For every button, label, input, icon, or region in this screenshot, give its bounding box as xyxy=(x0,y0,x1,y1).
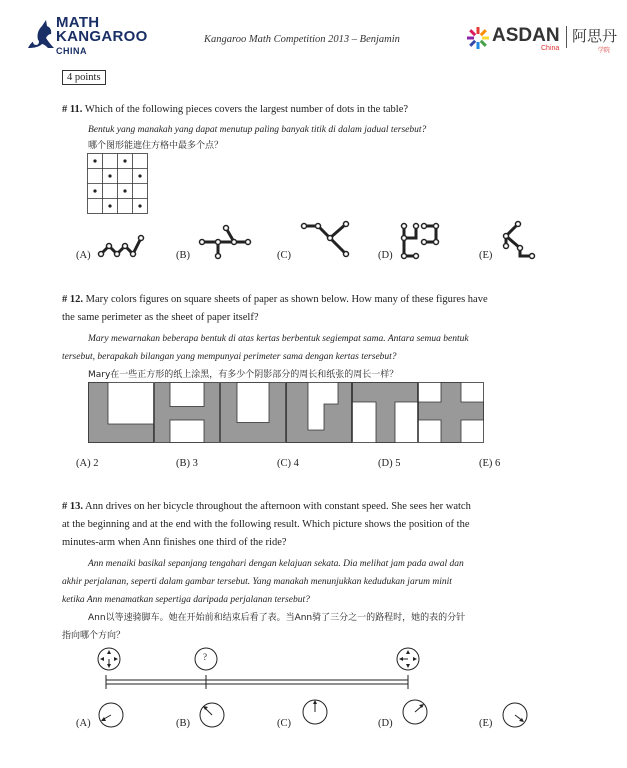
asdan-logo-cn-sub: 学院 xyxy=(598,47,611,54)
q13-prompt: Ann drives on her bicycle throughout the afternoon with constant speed. She sees her watch xyxy=(85,501,471,512)
q13-text-en-2: at the beginning and at the end with the following result. Which picture shows the position of the xyxy=(62,519,470,530)
q11-piece-e xyxy=(498,218,542,262)
q13-number: # 13. xyxy=(62,501,83,512)
q13-text-en-3: minutes-arm when Ann finishes one third of the ride? xyxy=(62,537,287,548)
q13-text-zh-2: 指向哪个方向？ xyxy=(62,631,126,641)
q12-text-zh: Mary在一些正方形的纸上涂黑，有多少个阴影部分的周长和纸张的周长一样？ xyxy=(88,370,399,380)
q11-piece-b xyxy=(198,222,254,262)
math-kangaroo-logo xyxy=(56,16,148,58)
q13-text-en-1 xyxy=(62,498,471,516)
dot-grid xyxy=(87,153,149,215)
q11-option-e[interactable]: (E) xyxy=(479,250,493,261)
q12-prompt: Mary colors figures on square sheets of paper as shown below. How many of these figures have xyxy=(85,294,488,305)
q13-option-a[interactable]: (A) xyxy=(76,718,91,729)
q13-option-b[interactable]: (B) xyxy=(176,718,190,729)
header-title: Kangaroo Math Competition 2013 – Benjamin xyxy=(204,34,400,45)
q13-option-c[interactable]: (C) xyxy=(277,718,291,729)
q11-option-d[interactable]: (D) xyxy=(378,250,393,261)
q13-text-zh-1: Ann以等速骑脚车。她在开始前和结束后看了表。当Ann骑了三分之一的路程时，她的表的分针 xyxy=(88,613,466,623)
q13-timeline xyxy=(100,645,440,690)
logo-line2: KANGAROO xyxy=(56,28,148,45)
q13-text-ms-3: ketika Ann menamatkan sepertiga daripada perjalanan tersebut? xyxy=(62,595,310,605)
q12-figures xyxy=(88,382,488,444)
q12-text-ms-2: tersebut, berapakah bilangan yang mempunyai perimeter sama dengan kertas tersebut? xyxy=(62,352,397,362)
q11-text-ms: Bentuk yang manakah yang dapat menutup paling banyak titik di dalam jadual tersebut? xyxy=(88,125,427,135)
q11-option-b[interactable]: (B) xyxy=(176,250,190,261)
q13-clock-b xyxy=(197,700,227,730)
q11-option-c[interactable]: (C) xyxy=(277,250,291,261)
q11-text-en xyxy=(62,101,408,119)
q11-number: # 11. xyxy=(62,104,83,115)
asdan-logo-cn: 阿思丹 xyxy=(572,27,618,45)
q12-option-a[interactable]: (A) 2 xyxy=(76,458,99,469)
q11-piece-d xyxy=(398,218,444,262)
q12-number: # 12. xyxy=(62,294,83,305)
q12-text-en-1 xyxy=(62,291,488,309)
q13-option-e[interactable]: (E) xyxy=(479,718,493,729)
q13-option-d[interactable]: (D) xyxy=(378,718,393,729)
q12-option-c[interactable]: (C) 4 xyxy=(277,458,299,469)
q12-option-b[interactable]: (B) 3 xyxy=(176,458,198,469)
q13-text-ms-2: akhir perjalanan, seperti dalam gambar tersebut. Yang manakah menunjukkan kedudukan jarum minit xyxy=(62,577,452,587)
q13-clock-c xyxy=(300,697,330,727)
q11-piece-c xyxy=(300,218,356,262)
points-badge: 4 points xyxy=(62,70,106,85)
middle-clock-question: ? xyxy=(203,652,207,662)
divider xyxy=(566,26,567,48)
q13-text-ms-1: Ann menaiki basikal sepanjang tengahari dengan kelajuan sekata. Dia melihat jam pada awal dan xyxy=(88,559,464,569)
asdan-logo-text: ASDAN xyxy=(492,25,560,46)
q13-clock-d xyxy=(400,697,430,727)
q11-option-a[interactable]: (A) xyxy=(76,250,91,261)
q12-text-en-2: the same perimeter as the sheet of paper itself? xyxy=(62,312,259,323)
q11-text-zh: 哪个图形能遮住方格中最多个点？ xyxy=(88,141,224,151)
logo-line3: CHINA xyxy=(56,46,87,56)
q11-prompt: Which of the following pieces covers the largest number of dots in the table? xyxy=(84,104,409,115)
asdan-logo-sub: China xyxy=(541,45,560,52)
kangaroo-logo-icon xyxy=(24,18,58,52)
q12-option-e[interactable]: (E) 6 xyxy=(479,458,501,469)
q12-option-d[interactable]: (D) 5 xyxy=(378,458,401,469)
asdan-pinwheel-icon xyxy=(466,26,490,50)
q12-text-ms-1: Mary mewarnakan beberapa bentuk di atas kertas berbentuk segiempat sama. Antara semua bentuk xyxy=(88,334,469,344)
logo-line1: MATH xyxy=(56,14,100,31)
q11-piece-a xyxy=(97,234,147,260)
q13-clock-a xyxy=(96,700,126,730)
q13-clock-e xyxy=(500,700,530,730)
